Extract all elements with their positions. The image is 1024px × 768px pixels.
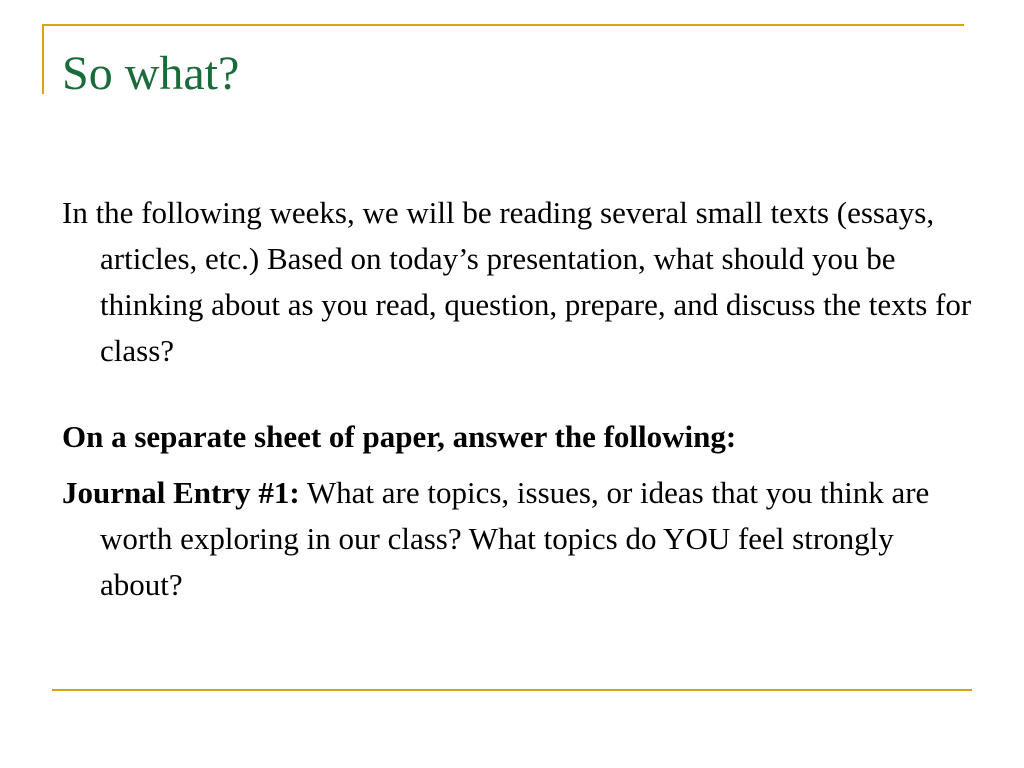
instruction-text: On a separate sheet of paper, answer the following: xyxy=(62,419,737,454)
journal-entry-label: Journal Entry #1: xyxy=(62,475,300,510)
journal-entry-prompt: What are topics, issues, or ideas that you think are worth exploring in our class? What topics do YOU feel strongly about? xyxy=(100,475,930,602)
intro-paragraph: In the following weeks, we will be reading several small texts (essays, articles, etc.) Based on today’s presentation, what should you be thinking about as you read, question, prepare, and discuss the texts for class? xyxy=(62,195,972,368)
left-border-line xyxy=(42,24,44,94)
slide-body xyxy=(62,190,972,608)
slide-title: So what? xyxy=(62,47,240,100)
top-border-line xyxy=(42,24,964,26)
journal-entry xyxy=(62,470,972,608)
bottom-border-line xyxy=(52,689,972,691)
